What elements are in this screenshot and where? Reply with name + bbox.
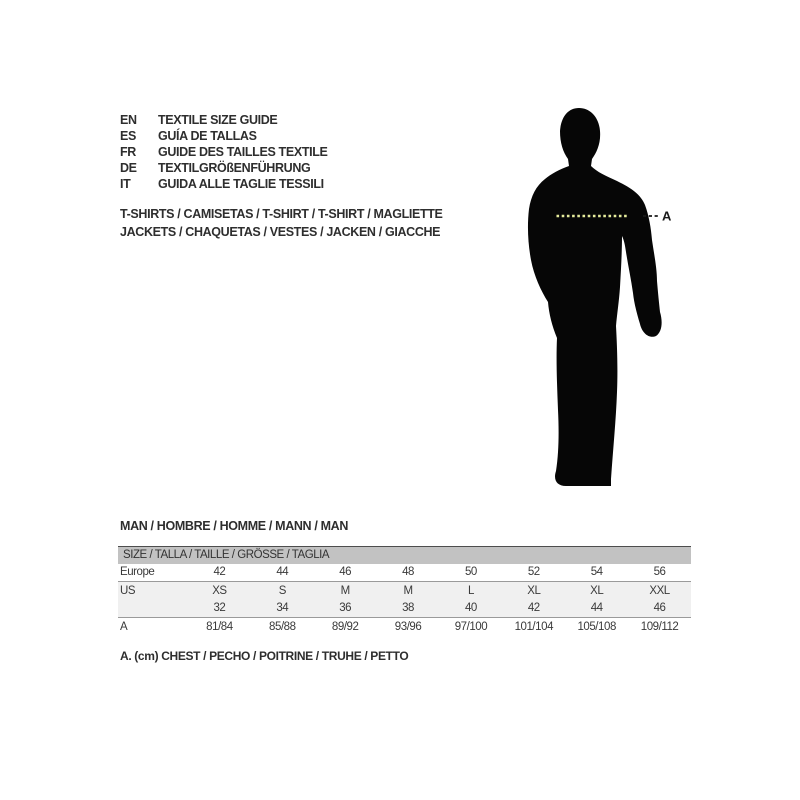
size-cell: 46 xyxy=(653,602,666,614)
language-row-de xyxy=(120,160,328,176)
size-cell: 56 xyxy=(653,566,666,578)
size-table-row xyxy=(118,564,691,582)
size-cell: 52 xyxy=(527,566,540,578)
size-table-header: SIZE / TALLA / TAILLE / GRÖSSE / TAGLIA xyxy=(118,546,691,564)
language-row-fr xyxy=(120,144,328,160)
size-table-row xyxy=(118,582,691,600)
language-code: ES xyxy=(120,129,136,143)
size-cell: 32 xyxy=(213,602,226,614)
size-cell: L xyxy=(467,585,474,597)
size-cell: 38 xyxy=(402,602,415,614)
size-cell: 89/92 xyxy=(331,621,359,633)
language-code: IT xyxy=(120,177,131,191)
size-cell: XS xyxy=(212,585,227,597)
size-cell: 105/108 xyxy=(577,621,616,633)
size-cell: 101/104 xyxy=(514,621,554,633)
size-cell: 44 xyxy=(276,566,289,578)
size-row-label: Europe xyxy=(120,566,155,578)
language-row-es xyxy=(120,128,328,144)
size-cell: 44 xyxy=(590,602,603,614)
size-cell: XL xyxy=(527,585,541,597)
size-cell: 85/88 xyxy=(269,621,296,633)
size-cell: S xyxy=(278,585,286,597)
size-cell: XL xyxy=(590,585,604,597)
man-silhouette-figure xyxy=(500,100,680,500)
language-row-en xyxy=(120,112,328,128)
size-cell: 50 xyxy=(464,566,477,578)
size-cell: 81/84 xyxy=(206,621,233,633)
size-cell: 93/96 xyxy=(394,621,422,633)
language-code: FR xyxy=(120,145,136,159)
language-label: TEXTILE SIZE GUIDE xyxy=(158,113,278,127)
language-row-it xyxy=(120,176,328,192)
category-line-tshirts: T-SHIRTS / CAMISETAS / T-SHIRT / T-SHIRT / MAGLIETTE xyxy=(120,207,443,221)
language-label: GUÍA DE TALLAS xyxy=(158,129,257,143)
size-cell: 97/100 xyxy=(454,621,488,633)
chest-footnote: A. (cm) CHEST / PECHO / POITRINE / TRUHE / PETTO xyxy=(120,649,409,663)
size-cell: 34 xyxy=(276,602,289,614)
size-table xyxy=(118,546,691,636)
size-cell: 42 xyxy=(527,602,540,614)
size-cell: 40 xyxy=(464,602,477,614)
size-row-label: US xyxy=(120,585,136,597)
man-silhouette xyxy=(528,108,662,486)
language-code: EN xyxy=(120,113,137,127)
size-cell: 54 xyxy=(590,566,603,578)
measure-label-a: A xyxy=(662,208,672,224)
language-label: GUIDA ALLE TAGLIE TESSILI xyxy=(158,177,324,191)
category-line-jackets: JACKETS / CHAQUETAS / VESTES / JACKEN / GIACCHE xyxy=(120,225,441,239)
size-cell: M xyxy=(340,585,350,597)
garment-categories xyxy=(120,205,443,241)
size-cell: 46 xyxy=(339,566,352,578)
size-row-label: A xyxy=(120,621,128,633)
language-label: TEXTILGRÖßENFÜHRUNG xyxy=(158,161,311,175)
size-cell: M xyxy=(403,585,413,597)
size-table-row xyxy=(118,600,691,618)
language-label: GUIDE DES TAILLES TEXTILE xyxy=(158,145,328,159)
size-cell: XXL xyxy=(649,585,670,597)
size-cell: 42 xyxy=(213,566,226,578)
size-table-row xyxy=(118,618,691,636)
size-cell: 36 xyxy=(339,602,352,614)
size-row-label xyxy=(118,600,188,617)
size-table-body xyxy=(118,564,691,636)
language-code: DE xyxy=(120,161,137,175)
section-title-man: MAN / HOMBRE / HOMME / MANN / MAN xyxy=(120,519,349,533)
size-cell: 48 xyxy=(402,566,415,578)
size-cell: 109/112 xyxy=(640,621,679,633)
language-list xyxy=(120,112,328,192)
